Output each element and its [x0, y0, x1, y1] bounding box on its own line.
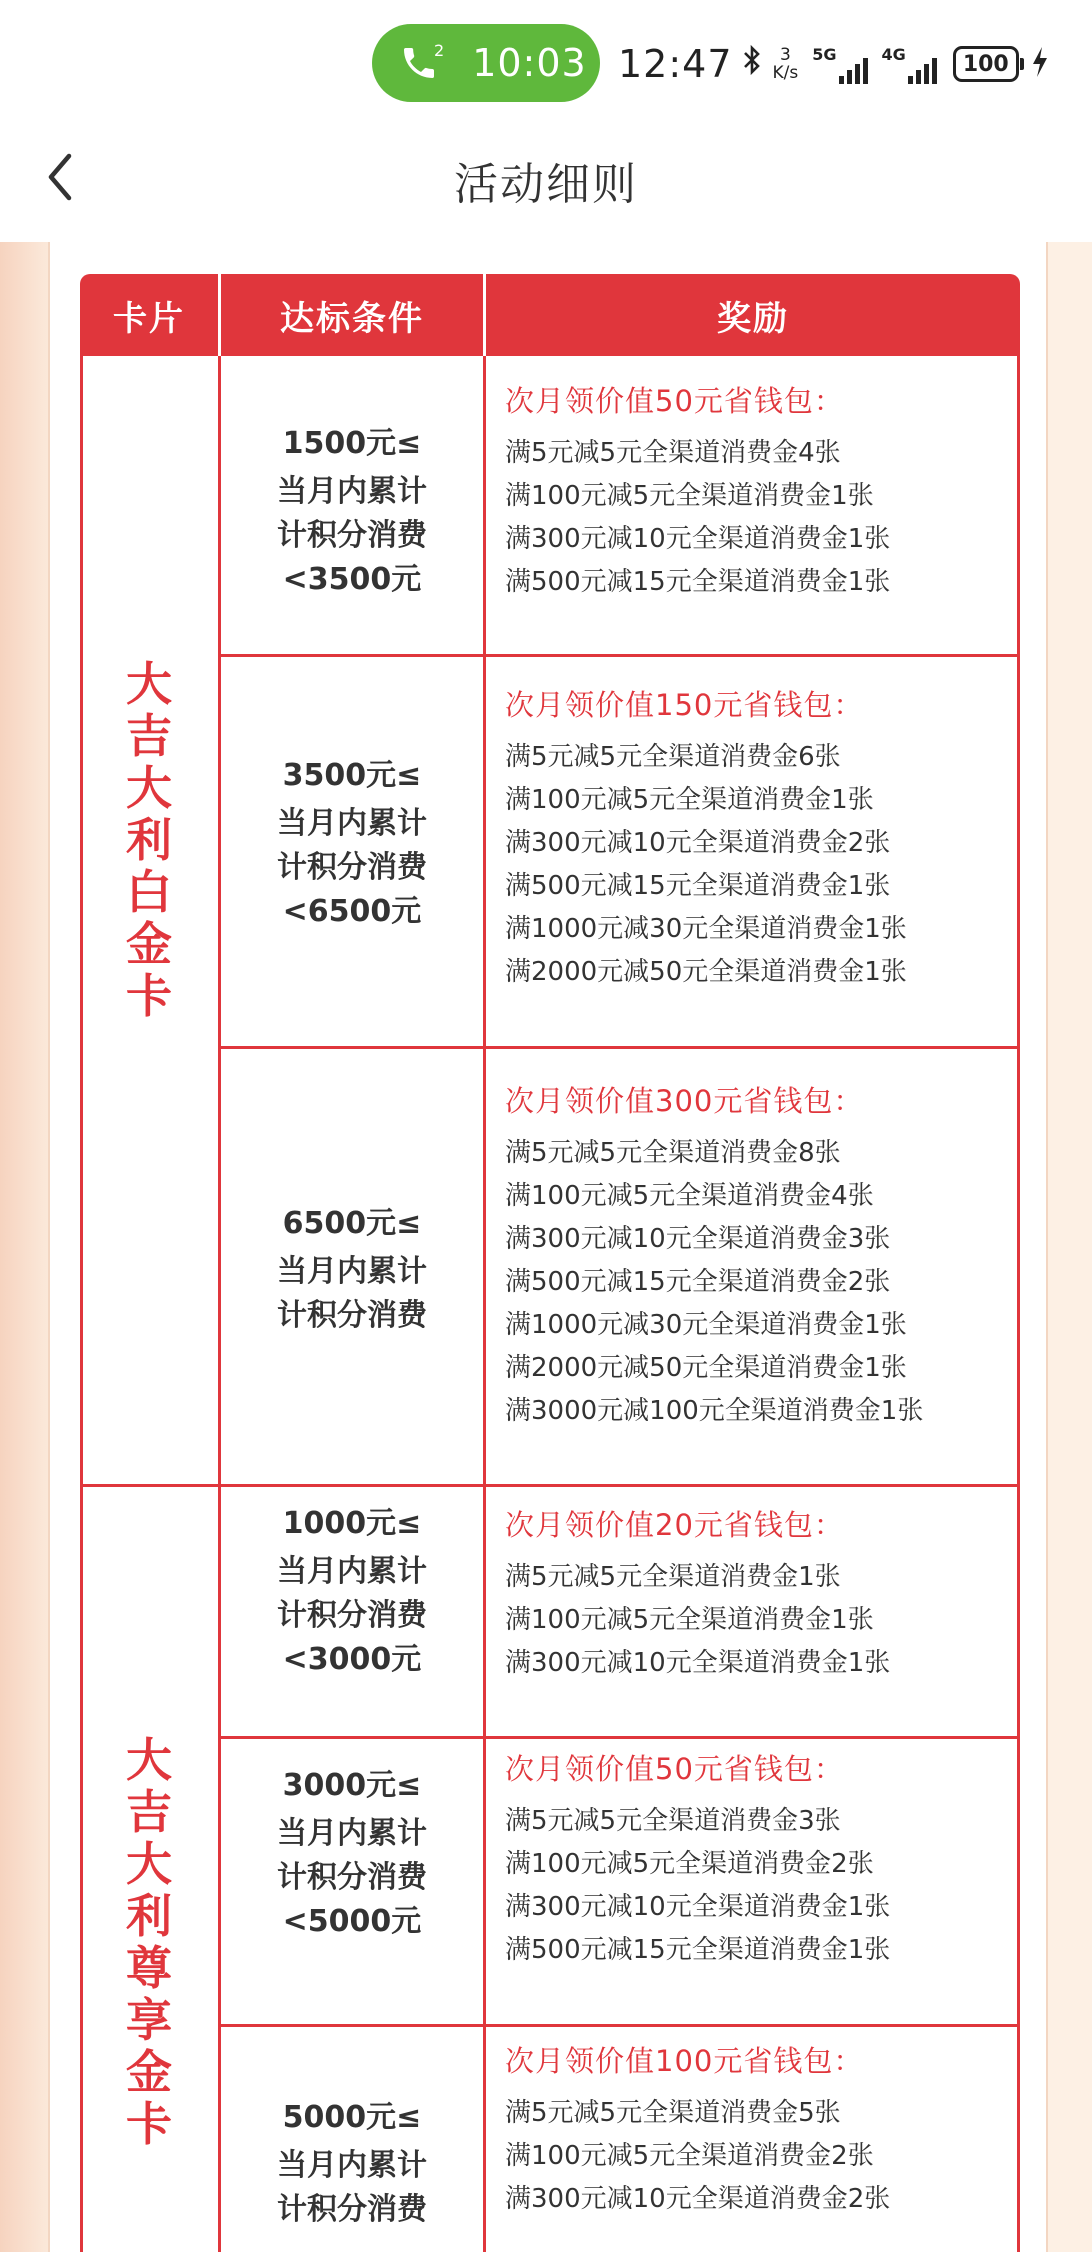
condition-tier-1: 1500元≤ 当月内累计 计积分消费 <3500元: [277, 426, 427, 597]
card-name-gold: 大吉大利尊享金卡: [126, 1733, 172, 2151]
battery-icon: 100: [953, 46, 1019, 82]
reward-tier-6: 次月领价值100元省钱包： 满5元减5元全渠道消费金5张 满100元减5元全渠道消费金2张 满300元减10元全渠道消费金2张: [505, 2044, 891, 2214]
call-count: 2: [434, 40, 445, 60]
charging-icon: [1031, 46, 1049, 82]
page-title: 活动细则: [454, 159, 638, 210]
status-icons: [618, 36, 1049, 92]
bluetooth-icon: [741, 44, 763, 84]
reward-tier-1: 次月领价值50元省钱包： 满5元减5元全渠道消费金4张 满100元减5元全渠道消费金1张 满300元减10元全渠道消费金1张 满500元减15元全渠道消费金1张: [505, 384, 891, 597]
reward-tier-5: 次月领价值50元省钱包： 满5元减5元全渠道消费金3张 满100元减5元全渠道消费金2张 满300元减10元全渠道消费金1张 满500元减15元全渠道消费金1张: [505, 1752, 891, 1965]
title-bar: [0, 122, 1092, 242]
header-reward: 奖励: [717, 298, 789, 339]
condition-tier-2: 3500元≤ 当月内累计 计积分消费 <6500元: [277, 758, 427, 929]
table-body: [80, 356, 1020, 2252]
condition-tier-4: 1000元≤ 当月内累计 计积分消费 <3000元: [277, 1506, 427, 1677]
status-bar: [0, 0, 1092, 122]
signal-4g-icon: 4G: [882, 45, 937, 84]
signal-5g-icon: 5G: [812, 45, 867, 84]
card-name-platinum: 大吉大利白金卡: [126, 657, 172, 1023]
table-header: [80, 274, 1020, 356]
header-card: 卡片: [113, 298, 185, 339]
content-area[interactable]: [0, 242, 1092, 2252]
ongoing-call-pill[interactable]: [372, 24, 600, 102]
reward-tier-4: 次月领价值20元省钱包： 满5元减5元全渠道消费金1张 满100元减5元全渠道消费金1张 满300元减10元全渠道消费金1张: [505, 1508, 891, 1678]
condition-tier-6: 5000元≤ 当月内累计 计积分消费: [277, 2100, 427, 2227]
network-speed: 3 K/s: [772, 45, 799, 83]
call-duration: 10:03: [472, 41, 587, 85]
condition-tier-5: 3000元≤ 当月内累计 计积分消费 <5000元: [277, 1768, 427, 1939]
header-condition: 达标条件: [280, 298, 424, 339]
rules-panel: [50, 242, 1046, 2252]
condition-tier-3: 6500元≤ 当月内累计 计积分消费: [277, 1206, 427, 1333]
reward-tier-2: 次月领价值150元省钱包： 满5元减5元全渠道消费金6张 满100元减5元全渠道消费金1张 满300元减10元全渠道消费金2张 满500元减15元全渠道消费金1张 满1000元减30元全渠道消费金1张 满2000元减50元全渠道消费金1张: [505, 688, 907, 987]
clock: 12:47: [618, 42, 733, 86]
reward-tier-3: 次月领价值300元省钱包： 满5元减5元全渠道消费金8张 满100元减5元全渠道消费金4张 满300元减10元全渠道消费金3张 满500元减15元全渠道消费金2张 满1000元减30元全渠道消费金1张 满2000元减50元全渠道消费金1张 满3000元减100元全渠道消费金1张: [505, 1084, 924, 1426]
